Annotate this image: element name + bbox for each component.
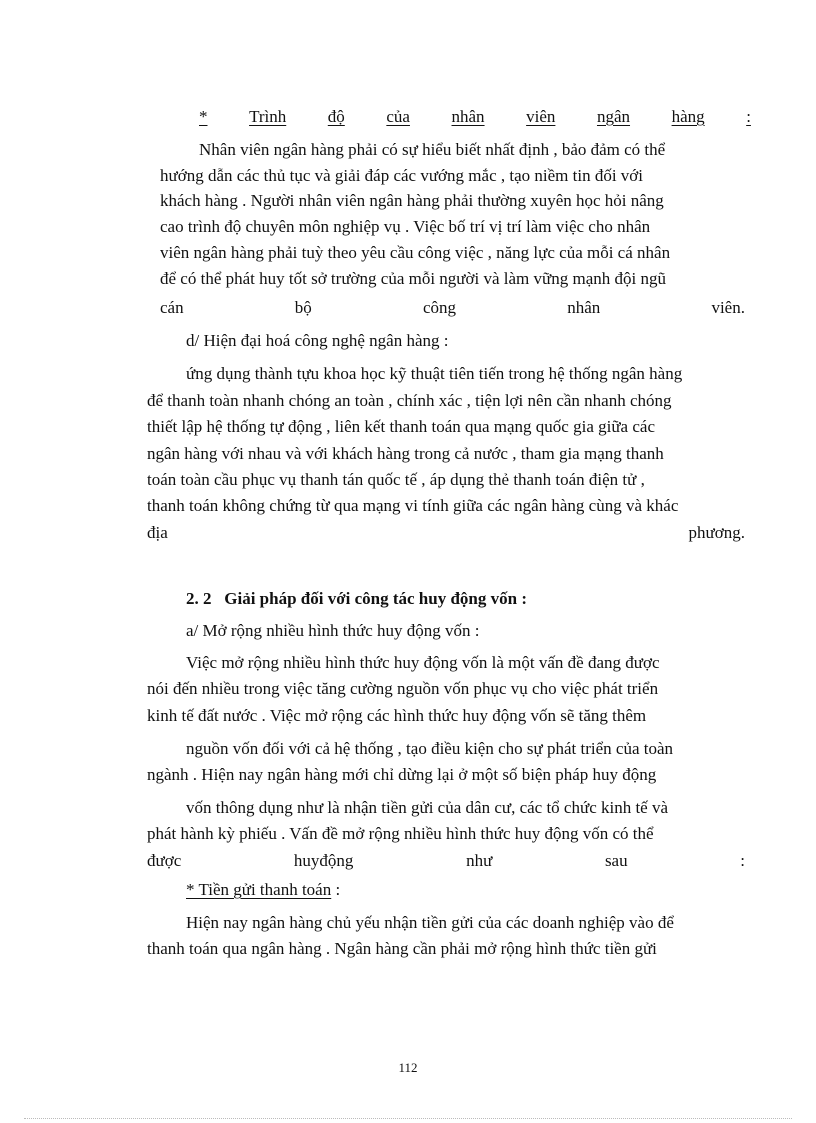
word: cán xyxy=(160,298,184,317)
word: * xyxy=(199,107,208,126)
subheading-d: d/ Hiện đại hoá công nghệ ngân hàng : xyxy=(186,331,449,350)
subheading-deposit xyxy=(186,879,340,901)
staff-heading xyxy=(199,106,751,128)
word: độ xyxy=(327,107,345,126)
word: viên. xyxy=(711,298,745,317)
page-number: 112 xyxy=(398,1060,418,1075)
subheading-deposit-colon: : xyxy=(331,880,341,899)
word: viên xyxy=(526,107,556,126)
paragraph-line: Hiện nay ngân hàng chủ yếu nhận tiền gửi của các doanh nghiệp vào để xyxy=(186,913,674,932)
word: : xyxy=(740,851,745,870)
paragraph-last-line xyxy=(160,297,745,319)
word: bộ xyxy=(294,298,312,317)
word: được xyxy=(147,851,182,870)
subheading-deposit-text: * Tiền gửi thanh toán xyxy=(186,880,332,899)
paragraph-line: toán toàn cầu phục vụ thanh tán quốc tế , áp dụng thẻ thanh toán điện tử , xyxy=(147,470,645,489)
paragraph-line: cao trình độ chuyên môn nghiệp vụ . Việc bố trí vị trí làm việc cho nhân xyxy=(160,217,651,236)
paragraph-line: phát hành kỳ phiếu . Vấn đề mở rộng nhiều hình thức huy động vốn có thể xyxy=(147,824,654,843)
word: phương. xyxy=(688,523,745,542)
word: ngân xyxy=(596,107,631,126)
word: Trình xyxy=(249,107,287,126)
paragraph-line: để thanh toàn nhanh chóng an toàn , chính xác , tiện lợi nên cần nhanh chóng xyxy=(147,391,672,410)
paragraph-line: để có thể phát huy tốt sở trường của mỗi người và làm vững mạnh đội ngũ xyxy=(160,269,666,288)
paragraph-line: hướng dẫn các thủ tục và giải đáp các vướng mắc , tạo niềm tin đối với xyxy=(160,166,644,185)
paragraph-line: nói đến nhiều trong việc tăng cường nguồn vốn phục vụ cho việc phát triển xyxy=(147,679,659,698)
paragraph-last-line xyxy=(147,850,745,872)
word: : xyxy=(746,107,751,126)
word: địa xyxy=(147,523,168,542)
word: công xyxy=(422,298,457,317)
paragraph-line: viên ngân hàng phải tuỳ theo yêu cầu công việc , năng lực của mỗi cá nhân xyxy=(160,243,671,262)
paragraph-line: ngân hàng với nhau và với khách hàng trong cả nước , tham gia mạng thanh xyxy=(147,444,664,463)
paragraph-line: vốn thông dụng như là nhận tiền gửi của dân cư, các tổ chức kinh tế và xyxy=(186,798,669,817)
word: nhân xyxy=(451,107,485,126)
paragraph-line: Nhân viên ngân hàng phải có sự hiểu biết nhất định , bảo đảm có thể xyxy=(199,140,666,159)
paragraph-line: khách hàng . Người nhân viên ngân hàng phải thường xuyên học hỏi nâng xyxy=(160,191,664,210)
paragraph-line: ứng dụng thành tựu khoa học kỹ thuật tiên tiến trong hệ thống ngân hàng xyxy=(186,364,683,383)
word: hàng xyxy=(671,107,705,126)
word: của xyxy=(386,107,410,126)
paragraph-line: nguồn vốn đối với cả hệ thống , tạo điều kiện cho sự phát triển của toàn xyxy=(186,739,674,758)
paragraph-line: thiết lập hệ thống tự động , liên kết thanh toán qua mạng quốc gia giữa các xyxy=(147,417,655,436)
word: huyđộng xyxy=(293,851,354,870)
word: sau xyxy=(604,851,628,870)
paragraph-line: kinh tế đất nước . Việc mở rộng các hình thức huy động vốn sẽ tăng thêm xyxy=(147,706,647,725)
paragraph-line: Việc mở rộng nhiều hình thức huy động vốn là một vấn đề đang được xyxy=(186,653,660,672)
word: như xyxy=(466,851,493,870)
word: nhân xyxy=(567,298,601,317)
paragraph-line: thanh toán không chứng từ qua mạng vi tính giữa các ngân hàng cùng và khác xyxy=(147,496,679,515)
page-bottom-divider xyxy=(24,1118,792,1119)
paragraph-line: ngành . Hiện nay ngân hàng mới chỉ dừng lại ở một số biện pháp huy động xyxy=(147,765,657,784)
paragraph-last-line xyxy=(147,522,745,544)
subheading-a: a/ Mở rộng nhiều hình thức huy động vốn : xyxy=(186,621,480,640)
paragraph-line: thanh toán qua ngân hàng . Ngân hàng cần phải mở rộng hình thức tiền gửi xyxy=(147,939,657,958)
section-heading-2-2: 2. 2 Giải pháp đối với công tác huy động vốn : xyxy=(186,589,527,608)
